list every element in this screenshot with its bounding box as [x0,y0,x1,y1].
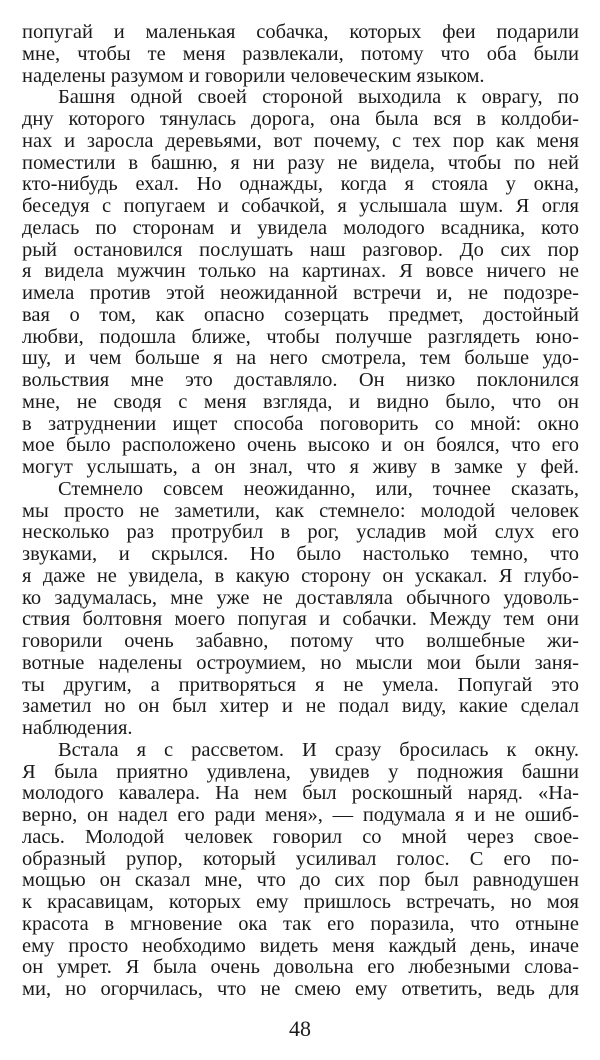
text-line: ты другим, а притворяться я не умела. Попугай это [22,673,579,696]
text-line: наделены разумом и говорили человеческим языком. [22,64,485,87]
text-line: ми, но огорчилась, что не смею ему ответить, ведь для [22,978,579,1000]
text-line: имела против этой неожиданной встречи и, не подозре- [22,282,579,304]
text-line: он умрет. Я была очень довольна его любезными слова- [22,956,579,979]
text-line: Я была приятно удивлена, увидев у подножия башни [22,760,579,783]
text-line: шу, и чем больше я на него смотрела, тем больше удо- [22,347,579,370]
text-line: верно, он надел его ради меня», — подумала я и не ошиб- [22,804,579,826]
text-line: кто-нибудь ехал. Но однажды, когда я стояла у окна, [22,173,579,196]
text-line: могут услышать, а он знал, что я живу в замке у фей. [22,456,579,478]
page-body-text [22,22,579,1001]
text-line: к красавицам, которых ему пришлось встречать, но моя [22,891,579,913]
text-line: попугай и маленькая собачка, которых феи подарили [22,21,579,43]
text-line: дну которого тянулась дорога, она была вся в колдоби- [22,108,579,130]
text-line: ствия болтовня моего попугая и собачки. Между тем они [22,608,579,631]
text-line: любви, подошла ближе, чтобы получше разглядеть юно- [22,325,579,348]
text-line: несколько раз протрубил в рог, усладив мой слух его [22,521,579,544]
page-number: 48 [289,1016,311,1041]
text-line: ему просто необходимо видеть меня каждый день, иначе [22,934,579,957]
text-line: лась. Молодой человек говорил со мной через свое- [22,825,579,848]
text-line: ко задумалась, мне уже не доставляла обычного удоволь- [22,586,579,609]
text-line: мне, не сводя с меня взгляда, и видно было, что он [22,390,579,413]
text-line: красота в мгновение ока так его поразила, что отныне [22,912,579,935]
text-line: в затруднении ищет способа поговорить со мной: окно [22,412,579,435]
text-line: мы просто не заметили, как стемнело: молодой человек [22,499,579,522]
text-line: мощью он сказал мне, что до сих пор был равнодушен [22,869,579,892]
text-line: молодого кавалера. На нем был роскошный наряд. «На- [22,782,579,805]
text-line: Стемнело совсем неожиданно, или, точнее сказать, [58,477,579,500]
text-line: я видела мужчин только на картинах. Я вовсе ничего не [22,260,579,283]
text-line: вольствия мне это доставляло. Он низко поклонился [22,369,579,391]
text-line: поместили в башню, я ни разу не видела, чтобы по ней [22,151,579,174]
text-line: делась по сторонам и увидела молодого всадника, кото [22,216,579,239]
text-line: звуками, и скрылся. Но было настолько темно, что [22,543,579,565]
text-line: Встала я с рассветом. И сразу бросилась к окну. [58,738,579,761]
text-line: вая о том, как опасно созерцать предмет, достойный [22,303,579,326]
text-line: беседуя с попугаем и собачкой, я услышала шум. Я огля [22,195,579,217]
text-line: образный рупор, который усиливал голос. С его по- [22,847,579,870]
text-line: вотные наделены остроумием, но мысли мои были заня- [22,651,579,674]
text-line: я даже не увидела, в какую сторону он ускакал. Я глубо- [22,564,579,587]
text-line: нах и заросла деревьями, вот почему, с тех пор как меня [22,129,579,152]
text-line: рый остановился послушать наш разговор. До сих пор [22,238,579,261]
text-line: наблюдения. [22,717,133,739]
text-line: мое было расположено очень высоко и он боялся, что его [22,434,579,457]
text-line: заметил но он был хитер и не подал виду, какие сделал [22,695,579,718]
text-line: говорили очень забавно, потому что волшебные жи- [22,630,579,652]
text-line: Башня одной своей стороной выходила к оврагу, по [58,86,579,109]
text-line: мне, чтобы те меня развлекали, потому что оба были [22,42,579,65]
